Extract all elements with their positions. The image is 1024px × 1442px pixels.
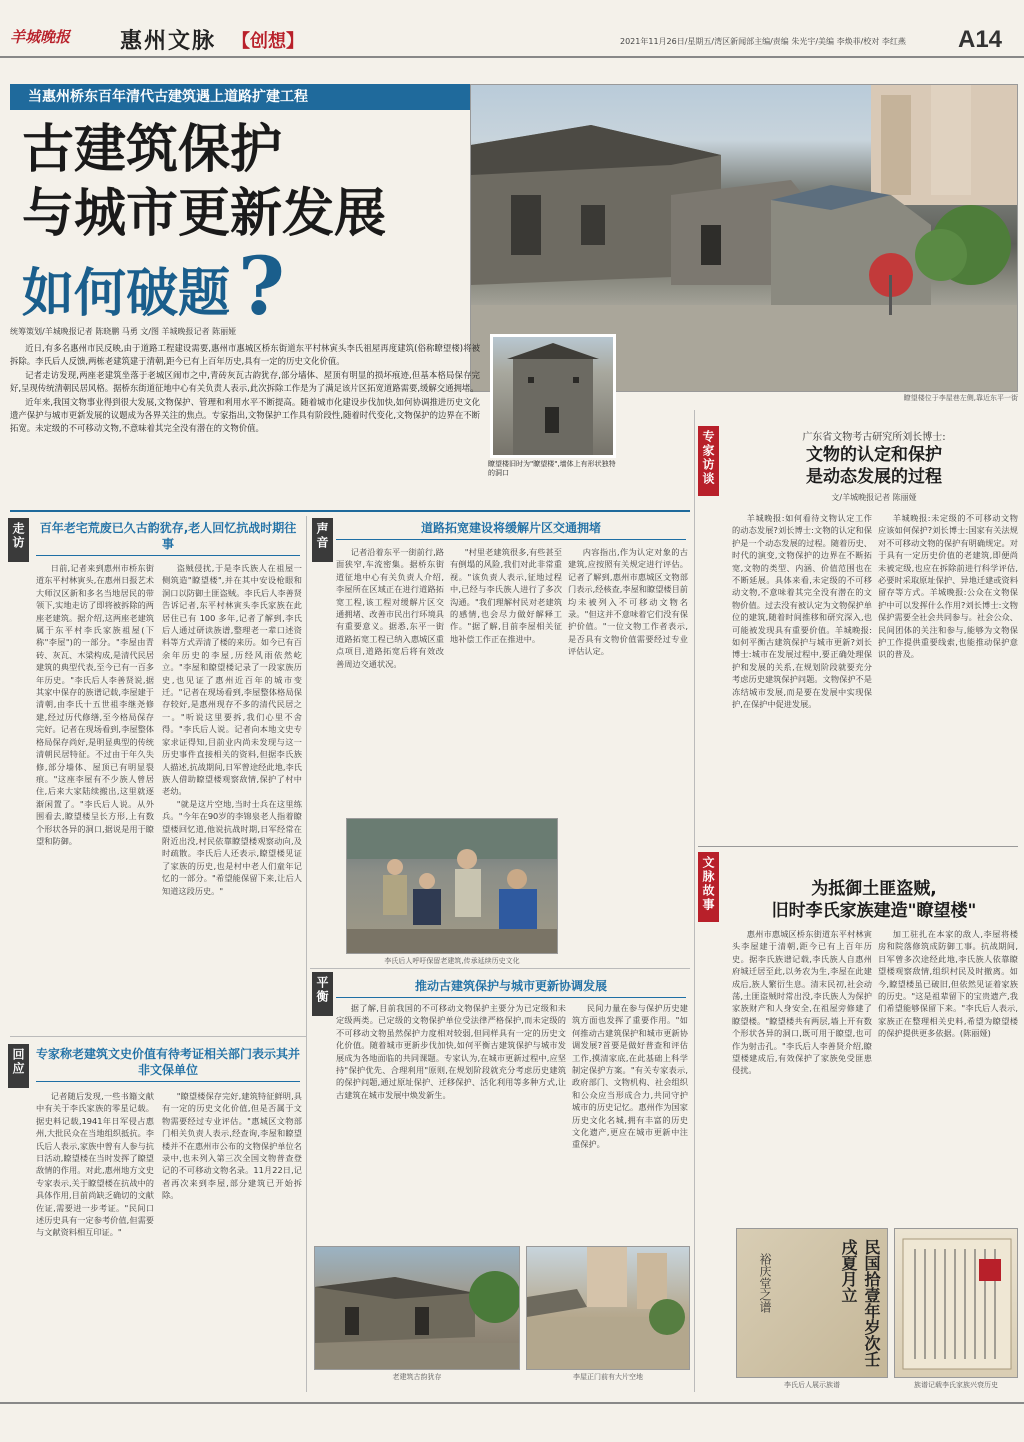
expert-qa-2 [878, 512, 1018, 842]
balance-paragraph-2: 民间力量在参与保护历史建筑方面也发挥了重要作用。"如何推动古建筑保护和城市更新协调发展?首要是做好普查和评估工作,摸清家底,在此基础上科学制定保护方案。"有关专家表示,政府部门、文物机构、社会组织和公众应当形成合力,共同守护城市的历史记忆。惠州作为国家历史文化名城,拥有丰富的历史文化遗产,更应在城市更新中注重保护。 [572, 1003, 688, 1150]
headline-line-1: 古建筑保护 [22, 119, 283, 180]
watchtower-illustration [493, 337, 613, 455]
summary-paragraph-3: 近年来,我国文物事业得到很大发展,文物保护、管理和利用水平不断提高。随着城市化建设步伐加快,如何协调推进历史文化遗产保护与城市更新发展的议题成为各界关注的焦点。专家指出,文物保护工作具有阶段性,随着时代变化,文物保护的边界在不断拓宽。未定级的不可移动文物,不意味着其完全没有潜在的文物价值。 [10, 396, 480, 434]
expert-qa-1 [732, 512, 872, 842]
reply-headline: 专家称老建筑文史价值有待考证相关部门表示其并非文保单位 [36, 1046, 300, 1082]
headline-line-3: 如何破题 [22, 263, 231, 324]
row-rule-middle [310, 968, 690, 969]
expert-title [732, 444, 1016, 488]
expert-qa-paragraph-2: 羊城晚报:未定级的不可移动文物应该如何保护?刘长博士:国家有关法规对不可移动文物的保护有明确规定。对于具有一定历史价值的老建筑,即便尚未被定级,也应在拆除前进行科学评估,必要时采取原址保护、异地迁建或资料留存等方式。羊城晚报:公众在文物保护中可以发挥什么作用?刘长博士:文物保护需要全社会共同参与。社会公众、民间团体的关注和参与,能够为文物保护工作提供重要线索,也能推动保护意识的普及。 [878, 513, 1018, 660]
subsection-title: 【创想】 [232, 31, 304, 52]
question-mark: ? [238, 239, 285, 333]
inset-photo-caption: 瞭望楼旧时为"瞭望楼",墙体上有形状独特的洞口 [488, 460, 616, 477]
column-rule-2 [694, 410, 695, 1392]
voice-paragraph-b: "村里老建筑很多,有些甚至有倒塌的风险,我们对此非常重视。"该负责人表示,征地过程中,已经与李氏族人进行了多次沟通。"我们理解村民对老建筑的感情,也会尽力做好解释工作。"据了解,目前李屋相关征地补偿工作正在推进中。 [450, 547, 562, 644]
column-rule-1 [306, 516, 307, 1392]
visit-paragraph: 日前,记者来到惠州市桥东街道东平村林寅头,在惠州日报艺术大师汉区新和多名当地居民的带领下,实地走访了即将被拆除的两座老建筑。据介绍,这两座老建筑属于东平村李氏家族祖屋(下称"李屋")的一部分。"李屋由青砖、灰瓦、木梁构成,是清代民居建筑的典型代表,至今已有一百多年历史。"李氏后人李善贤说,据其家中保存的族谱记载,李屋建于清朝,由李氏十五世祖李继尧修建,经过历代修缮,至今格局保存完好。记者在现场看到,李屋整体格局保存尚好,是明显典型的传统清朝民居特征。不过由于年久失修,部分墙体、屋顶已有明显裂痕。"这座李屋有不少族人曾居住,后来大家陆续搬出,这里就逐渐闲置了。"李氏后人说。从外围看去,瞭望楼呈长方形,上有数个形状各异的洞口,据说是用于瞭望和防御。 [36, 563, 154, 846]
tag-balance: 平衡 [312, 972, 333, 1016]
expert-title-line-1: 文物的认定和保护 [806, 445, 942, 465]
story-paragraph-1: 惠州市惠城区桥东街道东平村林寅头李屋建于清朝,距今已有上百年历史。据李氏族谱记载,李氏族人自惠州府城迁居至此,以务农为生,李屋在此建成后,族人繁衍生息。清末民初,社会动荡,土匪盗贼时常出没,李氏族人为保护家族财产和人身安全,在祖屋旁修建了瞭望楼。"瞭望楼共有两层,墙上开有数个形状各异的洞口,既可用于瞭望,也可作为射击孔。"李氏后人李善贤介绍,瞭望楼建成后,有效保护了家族免受匪患侵扰。 [732, 929, 872, 1076]
tag-reply: 回应 [8, 1044, 29, 1088]
balance-photo-right-caption: 李屋正门前有大片空地 [573, 1373, 643, 1381]
balance-body-2 [572, 1002, 688, 1238]
headline-line-2: 与城市更新发展 [22, 183, 387, 244]
page-number: A14 [958, 26, 1003, 53]
visit-headline: 百年老宅荒废已久古韵犹存,老人回忆抗战时期往事 [36, 520, 300, 556]
reply-body-2 [162, 1090, 302, 1390]
expert-title-line-2: 是动态发展的过程 [806, 467, 942, 487]
newspaper-logo: 羊城晚报 [10, 30, 71, 46]
tag-voice: 声音 [312, 518, 333, 562]
visit-body [36, 562, 154, 1034]
balance-paragraph-1: 据了解,目前我国的不可移动文物保护主要分为已定级和未定级两类。已定级的文物保护单位受法律严格保护,而未定级的不可移动文物虽然保护力度相对较弱,但同样具有一定的历史文化价值。随着城市更新步伐加快,如何平衡古建筑保护与城市发展成为各地面临的共同课题。专家认为,在城市更新过程中,应坚持"保护优先、合理利用"原则,在规划阶段就充分考虑历史建筑的保护问题,通过原址保护、迁移保护、活化利用等多种方式,让古建筑在城市发展中焕发新生。 [336, 1003, 566, 1100]
lead-kicker: 当惠州桥东百年清代古建筑遇上道路扩建工程 [10, 84, 470, 110]
col2-paragraph-1: 盗贼侵扰,于是李氏族人在祖屋一侧筑造"瞭望楼",并在其中安设枪眼和洞口以防御土匪盗贼。李氏后人李善贤告诉记者,东平村林寅头李氏家族在此居住已有 100 多年,记者了解到,李氏后人通过研读族谱,整理老一辈口述资料等方式弄清了楼的来历。如今已有百余年历史的李屋,历经风雨依然屹立。"李屋和瞭望楼记录了一段家族历史,也见证了惠州近百年的城市变迁。"记者在现场看到,李屋整体格局保存较好,是惠州现存不多的清代民居之一。"听说这里要拆,我们心里不舍得。"李氏后人说。记者向本地文史专家求证得知,目前业内尚未发现与这一历史事件直接相关的资料,但据李氏族人描述,抗战期间,日军曾途经此地,李氏族人借助瞭望楼观察敌情,保护了村中老幼。 [162, 563, 302, 797]
genealogy-book-illustration [895, 1229, 1018, 1378]
col2-paragraph-2: "就是这片空地,当时士兵在这里练兵。"今年在90岁的李锦泉老人指着瞭望楼回忆道,他说抗战时期,日军经常在附近出没,村民依靠瞭望楼观察动向,及时疏散。李氏后人还表示,瞭望楼见证了家族的历史,也是村中老人们童年记忆的一部分。"希望能保留下来,让后人知道这段历史。" [162, 798, 302, 896]
story-body-2 [878, 928, 1018, 1222]
masthead [0, 0, 1024, 58]
inset-photo [490, 334, 616, 458]
main-photo-caption: 瞭望楼位于李屋巷左侧,靠近东平一街 [903, 394, 1018, 402]
story-title-line-1: 为抵御土匪盗贼, [811, 879, 937, 899]
voice-body-a [336, 546, 444, 846]
genealogy-doc-text-1: 民国拾壹年岁次壬戌夏月立 [839, 1239, 881, 1367]
old-buildings-illustration [315, 1247, 520, 1370]
section-divider [10, 510, 690, 512]
descendants-photo-illustration [347, 819, 558, 954]
balance-headline: 推动古建筑保护与城市更新协调发展 [336, 978, 686, 998]
voice-photo [346, 818, 558, 954]
voice-paragraph-c: 内容指出,作为认定对象的古建筑,应按照有关规定进行评估。记者了解到,惠州市惠城区文物部门表示,经核查,李屋和瞭望楼目前均未被列入不可移动文物名录。"但这并不意味着它们没有保护价值。"一位文物工作者表示,是否具有文物价值需要经过专业评估认定。 [568, 547, 688, 657]
story-photo-document [736, 1228, 888, 1378]
voice-body-c [568, 546, 688, 806]
voice-photo-caption: 李氏后人呼吁保留老建筑,传承延续历史文化 [384, 957, 520, 965]
tag-story: 文脉故事 [698, 852, 719, 922]
reply-paragraph-2: "瞭望楼保存完好,建筑特征鲜明,具有一定的历史文化价值,但是否属于文物需要经过专业评估。"惠城区文物部门相关负责人表示,经查询,李屋和瞭望楼并不在惠州市公布的文物保护单位名录中,也未列入第三次全国文物普查登记的不可移动文物名录。11月22日,记者再次来到李屋,部分建筑已开始拆除。 [162, 1091, 302, 1201]
expert-qa-paragraph-1: 羊城晚报:如何看待文物认定工作的动态发展?刘长博士:文物的认定和保护是一个动态发展的过程。随着历史、时代的演变,文物保护的边界在不断拓宽,文物的类型、内涵、价值范围也在不断延展。具体来看,未定级的不可移动文物,不意味着其完全没有潜在的文物价值。过去没有被认定为文物保护单位的建筑,随着时间推移和研究深入,也可能被发现具有重要价值。羊城晚报:如何平衡古建筑保护与城市更新?刘长博士:城市在发展过程中,要正确处理保护和发展的关系,在规划阶段就要充分考虑历史建筑保护问题。文物保护不是冻结城市发展,而是要在发展中实现保护,在保护中促进发展。 [732, 513, 872, 710]
voice-body-c-continued [568, 818, 688, 954]
story-photo-document-caption: 李氏后人展示族谱 [784, 1381, 840, 1389]
story-photo-book-caption: 族谱记载李氏家族兴衰历史 [914, 1381, 998, 1389]
balance-photo-left [314, 1246, 520, 1370]
summary-paragraph-1: 近日,有多名惠州市民反映,由于道路工程建设需要,惠州市惠城区桥东街道东平村林寅头李氏祖屋再度建筑(俗称瞭望楼)将被拆除。李氏后人反馈,两栋老建筑建于清朝,距今已有上百年历史,具有一定的历史文化价值。 [10, 343, 480, 367]
date-line: 2021年11月26日/星期五/湾区新闻部主编/责编 朱光宇/美编 李焕菲/校对 李红燕 [620, 37, 906, 46]
voice-body-b [450, 546, 562, 806]
balance-photo-left-caption: 老建筑古韵犹存 [392, 1373, 442, 1381]
summary-paragraph-2: 记者走访发现,两座老建筑坐落于老城区闹市之中,青砖灰瓦古韵犹存,部分墙体、屋顶有明显的损坏痕迹,但基本格局保存完好,呈现传统清朝民居风格。据桥东街道征地中心有关负责人表示,此次拆除工作是为了满足该片区拓宽道路需要,缓解交通拥堵。 [10, 369, 480, 394]
tag-visit: 走访 [8, 518, 29, 562]
footer-rule [0, 1402, 1024, 1404]
col2-body [162, 562, 302, 1034]
genealogy-doc-text-2: 裕庆堂之谱 [758, 1253, 772, 1313]
expert-byline: 文/羊城晚报记者 陈丽娅 [831, 493, 917, 502]
lead-byline: 统筹策划/羊城晚报记者 陈晓鹏 马勇 文/图 羊城晚报记者 陈丽娅 [10, 327, 237, 336]
story-photo-book [894, 1228, 1018, 1378]
expert-story-divider [698, 846, 1018, 847]
voice-paragraph-a: 记者沿着东平一街前行,路面狭窄,车流密集。据桥东街道征地中心有关负责人介绍,李屋所在区域正在进行道路拓宽工程,该工程对缓解片区交通拥堵、改善市民出行环境具有重要意义。据悉,东平一街道路拓宽工程已纳入惠城区重点项目,道路拓宽后将有效改善周边交通状况。 [336, 547, 444, 669]
story-title [732, 878, 1016, 922]
balance-body [336, 1002, 566, 1238]
tag-expert: 专家访谈 [698, 426, 719, 496]
open-space-illustration [527, 1247, 690, 1370]
story-title-line-2: 旧时李氏家族建造"瞭望楼" [771, 901, 977, 921]
reply-body [36, 1090, 154, 1390]
reply-paragraph-1: 记者随后发现,一些书籍文献中有关于李氏家族的零星记载。据史料记载,1941年日军侵占惠州,大批民众在当地组织抵抗。李氏后人表示,家族中曾有人参与抗日活动,瞭望楼在当时发挥了瞭望敌情的作用。对此,惠州地方文史专家表示,关于瞭望楼在抗战中的具体作用,目前尚缺乏确切的文献佐证,需要进一步考证。"民间口述历史具有一定参考价值,但需要与文献资料相互印证。" [36, 1091, 154, 1238]
row-rule-left [10, 1036, 306, 1037]
lead-summary [10, 342, 480, 510]
story-paragraph-2: 加工驻扎在本家的敌人,李屋将楼房和院落修筑成防御工事。抗战期间,日军曾多次途经此地,李氏族人依靠瞭望楼观察敌情,组织村民及时撤离。如今,瞭望楼虽已破旧,但依然见证着家族的历史。"这是祖辈留下的宝贵遗产,我们希望能够保留下来。"李氏后人表示,家族正在整理相关史料,希望为瞭望楼的保护提供更多依据。(陈丽娅) [878, 929, 1018, 1039]
voice-headline: 道路拓宽建设将缓解片区交通拥堵 [336, 520, 686, 540]
story-body-1 [732, 928, 872, 1222]
expert-kicker: 广东省文物考古研究所刘长博士: [802, 432, 946, 443]
section-title: 惠州文脉 [120, 29, 217, 54]
balance-photo-right [526, 1246, 690, 1370]
